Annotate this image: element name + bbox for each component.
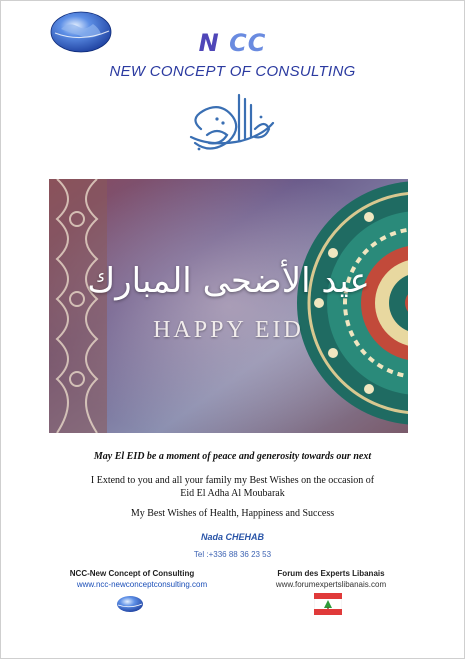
footer-left-org-link[interactable]: www.ncc-newconceptconsulting.com — [76, 580, 208, 589]
eid-banner-image — [49, 179, 408, 433]
brand-letter-n: N — [198, 29, 220, 57]
mini-globe-icon — [115, 595, 145, 613]
message-greeting-line-1: I Extend to you and all your family my Best Wishes on the occasion of — [90, 475, 375, 486]
ncc-brand-logo — [1, 29, 464, 57]
footer-right-org-name: Forum des Experts Libanais — [277, 569, 385, 578]
footer-left-org-name: NCC-New Concept of Consulting — [69, 569, 195, 578]
lebanon-flag-icon — [314, 593, 342, 615]
signer-phone: Tel :+336 88 36 23 53 — [193, 550, 272, 559]
banner-happy-eid: HAPPY EID — [153, 317, 304, 343]
brand-letters-cc: CC — [229, 29, 267, 57]
banner-artwork — [49, 179, 408, 433]
calligraphy-emblem-icon — [181, 89, 281, 161]
banner-arabic-greeting: عيد الأضحى المبارك — [87, 261, 370, 301]
footer-right-org-link[interactable]: www.forumexpertslibanais.com — [275, 580, 387, 589]
message-headline: May El EID be a moment of peace and generosity towards our next — [93, 451, 372, 462]
signer-name: Nada CHEHAB — [200, 532, 264, 542]
company-subtitle: NEW CONCEPT OF CONSULTING — [109, 63, 356, 80]
message-greeting-line-2: Eid El Adha Al Moubarak — [180, 488, 285, 499]
message-wishes: My Best Wishes of Health, Happiness and Success — [130, 508, 335, 519]
